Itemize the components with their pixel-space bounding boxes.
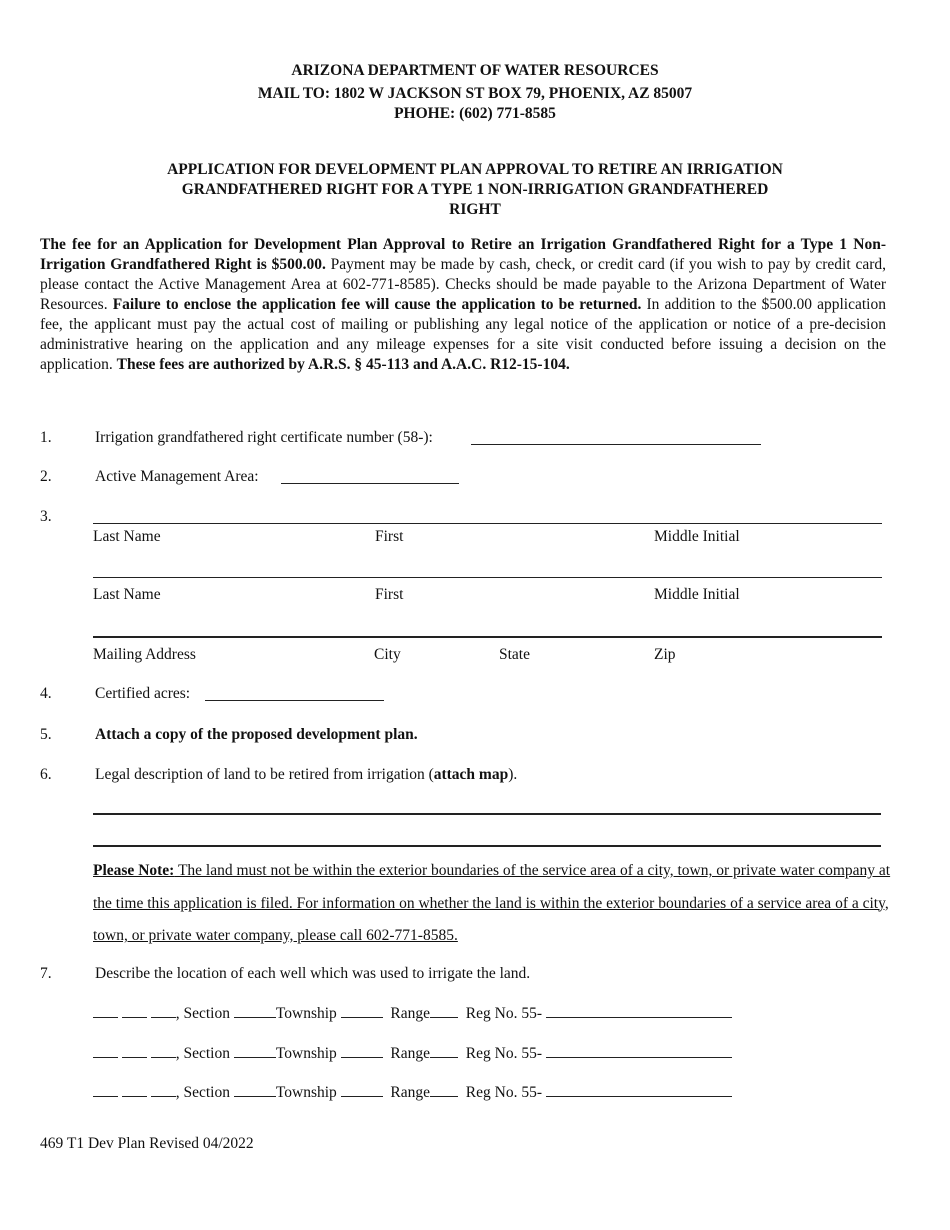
form-title-line-1: APPLICATION FOR DEVELOPMENT PLAN APPROVAL TO RETIRE AN IRRIGATION <box>167 161 783 178</box>
section-label: , Section <box>175 1045 230 1062</box>
fee-bold-1: The fee for an Application for Development Plan Approval to Retire an Irrigation Grandfathered Right for a Type 1 Non-Irrigation Grandfathered Right is $500.00. <box>40 236 886 273</box>
legal-description-line-1[interactable] <box>93 813 881 815</box>
item-number-7: 7. <box>40 965 52 982</box>
quarter-field-1[interactable] <box>93 1003 118 1018</box>
middle-initial-label-1: Middle Initial <box>654 528 740 545</box>
please-note-text: The land must not be within the exterior boundaries of the service area of a city, town, or private water company at the time this application is filed. For information on whether the land is within the exterior boundaries of a service area of a city, town, or private water company, please call 602-771-8585. <box>93 862 891 944</box>
reg-no-field[interactable] <box>546 1003 732 1018</box>
well-location-label: Describe the location of each well which was used to irrigate the land. <box>95 965 531 982</box>
quarter-field-3[interactable] <box>151 1043 176 1058</box>
name-line-1[interactable] <box>93 523 882 524</box>
header-address: MAIL TO: 1802 W JACKSON ST BOX 79, PHOENIX, AZ 85007 <box>257 85 693 102</box>
township-label: Township <box>275 1045 337 1062</box>
section-field[interactable] <box>234 1003 276 1018</box>
header-agency: ARIZONA DEPARTMENT OF WATER RESOURCES <box>291 62 659 79</box>
quarter-field-2[interactable] <box>122 1003 147 1018</box>
name-line-2[interactable] <box>93 577 882 578</box>
range-field[interactable] <box>430 1043 458 1058</box>
reg-no-label: Reg No. 55- <box>465 1005 542 1022</box>
fee-text-2: In addition to the $500.00 application fee, the applicant must pay the actual cost of mailing or publishing any legal notice of the application or notice of a pre-decision administrative hearing on the application and any mileage expenses for a site visit conducted before issuing a decision on the application. <box>40 296 886 373</box>
zip-label: Zip <box>654 646 676 663</box>
first-name-label-2: First <box>375 586 404 603</box>
range-field[interactable] <box>430 1082 458 1097</box>
certificate-number-label: Irrigation grandfathered right certificate number (58-): <box>95 429 433 446</box>
attach-map-text: attach map <box>433 766 509 783</box>
section-field[interactable] <box>234 1082 276 1097</box>
reg-no-field[interactable] <box>546 1082 732 1097</box>
state-label: State <box>499 646 530 663</box>
reg-no-label: Reg No. 55- <box>465 1084 542 1101</box>
range-label: Range <box>390 1045 431 1062</box>
township-label: Township <box>275 1005 337 1022</box>
reg-no-field[interactable] <box>546 1043 732 1058</box>
section-field[interactable] <box>234 1043 276 1058</box>
quarter-field-3[interactable] <box>151 1082 176 1097</box>
section-label: , Section <box>175 1084 230 1101</box>
please-note-label: Please Note: <box>93 862 175 879</box>
fee-text-1: Payment may be made by cash, check, or credit card (if you wish to pay by credit card, please contact the Active Management Area at 602-771-8585). Checks should be made payable to the Arizona Department of Water Resources. <box>40 256 886 313</box>
range-label: Range <box>390 1005 431 1022</box>
certified-acres-label: Certified acres: <box>95 685 191 702</box>
active-management-area-label: Active Management Area: <box>95 468 259 485</box>
please-note <box>93 855 905 953</box>
middle-initial-label-2: Middle Initial <box>654 586 740 603</box>
township-field[interactable] <box>341 1043 383 1058</box>
item-number-5: 5. <box>40 726 52 743</box>
well-row <box>93 1003 732 1024</box>
form-footer: 469 T1 Dev Plan Revised 04/2022 <box>40 1135 254 1152</box>
township-label: Township <box>275 1084 337 1101</box>
first-name-label-1: First <box>375 528 404 545</box>
well-row <box>93 1043 732 1064</box>
item-number-2: 2. <box>40 468 52 485</box>
fee-paragraph <box>40 235 886 375</box>
reg-no-label: Reg No. 55- <box>465 1045 542 1062</box>
development-plan-instruction: Attach a copy of the proposed development plan. <box>95 726 418 743</box>
city-label: City <box>374 646 401 663</box>
legal-description-text: Legal description of land to be retired from irrigation ( <box>95 766 434 783</box>
last-name-label-1: Last Name <box>93 528 161 545</box>
item-number-4: 4. <box>40 685 52 702</box>
township-field[interactable] <box>341 1082 383 1097</box>
item-number-1: 1. <box>40 429 52 446</box>
quarter-field-3[interactable] <box>151 1003 176 1018</box>
fee-bold-3: These fees are authorized by A.R.S. § 45-113 and A.A.C. R12-15-104. <box>116 356 570 373</box>
section-label: , Section <box>175 1005 230 1022</box>
active-management-area-field[interactable] <box>281 469 459 484</box>
legal-description-line-2[interactable] <box>93 845 881 847</box>
quarter-field-2[interactable] <box>122 1043 147 1058</box>
last-name-label-2: Last Name <box>93 586 161 603</box>
certificate-number-field[interactable] <box>471 430 761 445</box>
legal-description-label <box>95 765 517 785</box>
fee-bold-2: Failure to enclose the application fee will cause the application to be returned. <box>112 296 642 313</box>
range-field[interactable] <box>430 1003 458 1018</box>
quarter-field-2[interactable] <box>122 1082 147 1097</box>
address-line[interactable] <box>93 636 882 638</box>
header-phone: PHOHE: (602) 771-8585 <box>394 105 556 122</box>
quarter-field-1[interactable] <box>93 1043 118 1058</box>
township-field[interactable] <box>341 1003 383 1018</box>
certified-acres-field[interactable] <box>205 686 384 701</box>
form-title-line-3: RIGHT <box>449 201 501 218</box>
range-label: Range <box>390 1084 431 1101</box>
well-row <box>93 1082 732 1103</box>
legal-description-close: ). <box>508 766 518 783</box>
item-number-6: 6. <box>40 766 52 783</box>
mailing-address-label: Mailing Address <box>93 646 196 663</box>
form-title-line-2: GRANDFATHERED RIGHT FOR A TYPE 1 NON-IRRIGATION GRANDFATHERED <box>181 181 769 198</box>
item-number-3: 3. <box>40 508 52 525</box>
quarter-field-1[interactable] <box>93 1082 118 1097</box>
